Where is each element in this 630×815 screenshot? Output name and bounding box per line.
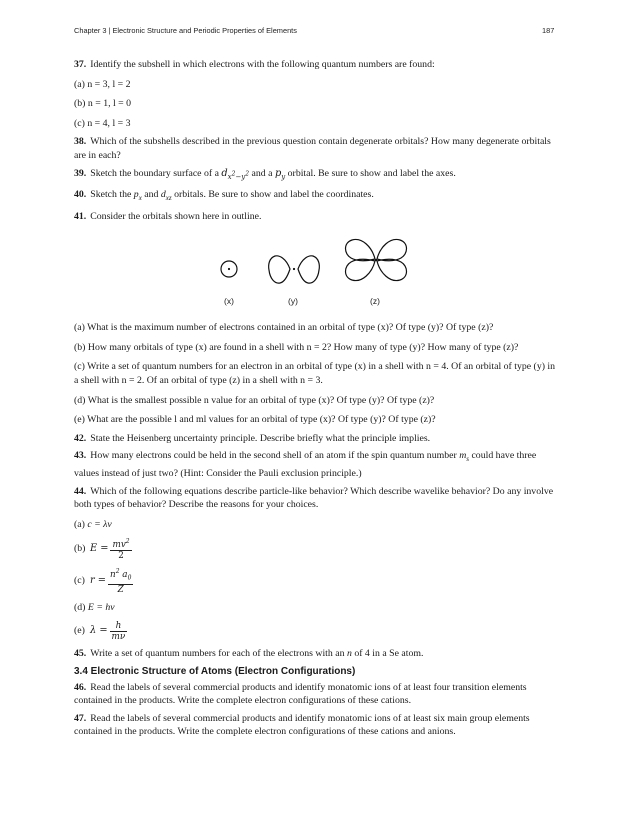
equation-44a: c = λν — [87, 518, 112, 530]
option-41a: (a) What is the maximum number of electrons contained in an orbital of type (x)? Of type (y)? Of type (z)? — [74, 322, 494, 334]
option-41e: (e) What are the possible l and ml values for an orbital of type (x)? Of type (y)? Of type (z)? — [74, 414, 436, 426]
question-text: Read the labels of several commercial products and identify monatomic ions of at least six main group elements contained in the products. Write the complete electron configurations of these cations and anions. — [74, 712, 530, 738]
question-46 — [74, 681, 558, 708]
orbital-px-symbol: $p_x$ — [133, 189, 142, 203]
question-42 — [74, 432, 558, 446]
question-text: State the Heisenberg uncertainty principle. Describe briefly what the principle implies. — [90, 432, 431, 444]
question-text: Consider the orbitals shown here in outline. — [90, 210, 262, 222]
question-number: 44. — [74, 485, 87, 497]
orbital-x-s-shape — [221, 261, 237, 277]
question-number: 39. — [74, 167, 87, 179]
orbital-outline-figure — [74, 229, 558, 315]
option-37a: (a) n = 3, l = 2 — [74, 78, 131, 90]
figure-label-y: (y) — [288, 296, 298, 307]
question-41 — [74, 210, 558, 224]
running-header-chapter: Chapter 3 | Electronic Structure and Periodic Properties of Elements — [74, 26, 297, 35]
question-text: Identify the subshell in which electrons with the following quantum numbers are found: — [90, 59, 435, 70]
question-39: 39. Sketch the boundary surface of a $d_{x^2-y^2}$ and a $p_y$ orbital. Be sure to show and label the axes. — [74, 167, 456, 181]
question-text: Which of the subshells described in the previous question contain degenerate orbitals? How many degenerate orbitals are in each? — [74, 136, 551, 161]
option-44e: (e) λ = $\frac{h}{m\nu}$ — [74, 620, 126, 642]
question-number: 40. — [74, 189, 87, 201]
option-41c: (c) Write a set of quantum numbers for an electron in an orbital of type (x) in a shell with n = 4. Of an orbital of type (y) in a shell with n = 2. Of an orbital of type (z) in a shell with n = 3. — [74, 361, 556, 387]
figure-label-x: (x) — [224, 296, 234, 307]
question-number: 45. — [74, 647, 87, 659]
question-number: 38. — [74, 136, 87, 148]
principal-quantum-number-symbol: n — [346, 647, 352, 659]
exercise-list — [74, 58, 558, 739]
equation-44b: E = — [90, 543, 109, 555]
question-number: 42. — [74, 432, 87, 444]
question-38 — [74, 135, 558, 162]
question-number: 47. — [74, 712, 87, 724]
question-45: 45. Write a set of quantum numbers for each of the electrons with an n of 4 in a Se atom. — [74, 647, 424, 659]
orbital-z-d-shape — [346, 240, 407, 281]
section-heading: 3.4 Electronic Structure of Atoms (Electron Configurations) — [74, 666, 356, 678]
question-number: 37. — [74, 59, 87, 70]
orbital-py-symbol: $p_y$ — [274, 167, 286, 181]
question-number: 43. — [74, 450, 87, 462]
option-44d: (d) E = hν — [74, 601, 115, 613]
question-number: 46. — [74, 681, 87, 693]
orbital-dxz-symbol: $d_{xz}$ — [160, 189, 172, 203]
option-41b: (b) How many orbitals of type (x) are found in a shell with n = 2? How many of type (y)? How many of type (z)? — [74, 341, 519, 353]
orbital-y-p-shape — [269, 256, 320, 283]
figure-label-z: (z) — [370, 296, 380, 307]
equation-44c: r = — [90, 575, 107, 587]
question-43: 43. How many electrons could be held in the second shell of an atom if the spin quantum number $m_s$ could have three values instead of just two? (Hint: Consider the Pauli exclusion principle.) — [74, 450, 537, 479]
option-41d: (d) What is the smallest possible n value for an orbital of type (x)? Of type (y)? Of type (z)? — [74, 394, 435, 406]
page-number: 187 — [542, 26, 555, 35]
option-44b: (b) E = $\frac{mv^2}{2}$ — [74, 538, 130, 562]
spin-quantum-number-symbol: $m_s$ — [459, 450, 469, 464]
question-47 — [74, 712, 558, 739]
option-37b: (b) n = 1, l = 0 — [74, 98, 132, 110]
equation-44e: λ = — [90, 625, 108, 637]
question-text: Which of the following equations describe particle-like behavior? Which describe wavelike behavior? Do any involve both types of behavior? Describe the reasons for your choices. — [74, 485, 554, 511]
orbital-diagram — [74, 229, 558, 315]
equation-44d: E = hν — [87, 601, 115, 613]
option-37c: (c) n = 4, l = 3 — [74, 117, 131, 129]
question-text: Read the labels of several commercial products and identify monatomic ions of at least four transition elements contained in the products. Write the complete electron configurations of these cations. — [74, 681, 527, 707]
question-44 — [74, 485, 558, 512]
question-37 — [74, 58, 558, 72]
option-44c: (c) r = $\frac{n^2 a_0}{Z}$ — [74, 568, 132, 595]
question-number: 41. — [74, 210, 87, 222]
fraction-44c: $\frac{n^2 a_0}{Z}$ — [110, 568, 132, 595]
fraction-44b: $\frac{mv^2}{2}$ — [112, 538, 130, 562]
option-44a: (a) c = λν — [74, 518, 112, 530]
fraction-44e: $\frac{h}{m\nu}$ — [111, 620, 126, 642]
question-40: 40. Sketch the $p_x$ and $d_{xz}$ orbitals. Be sure to show and label the coordinates. — [74, 189, 374, 203]
orbital-dx2-y2-symbol: $d_{x^2-y^2}$ — [221, 167, 250, 181]
